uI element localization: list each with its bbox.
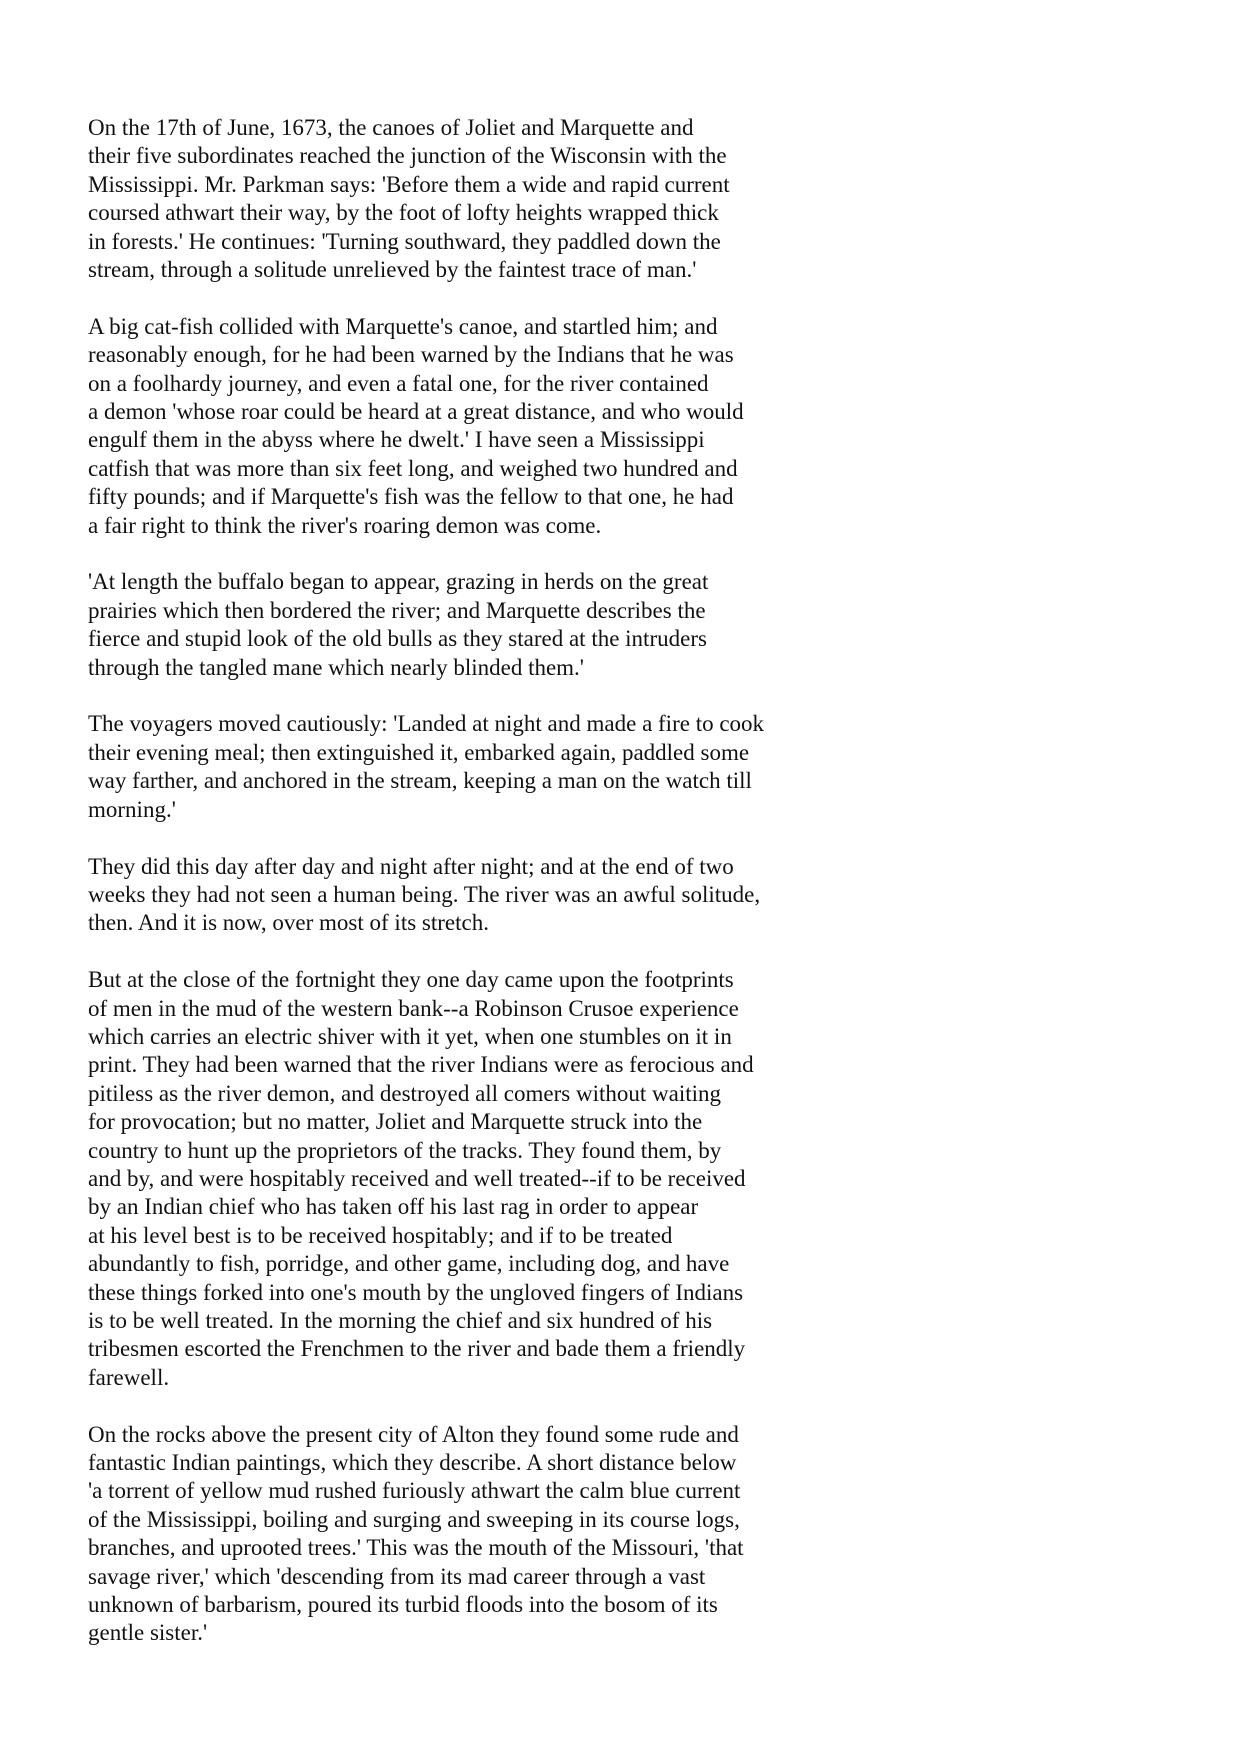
- text-line: tribesmen escorted the Frenchmen to the river and bade them a friendly: [88, 1336, 746, 1362]
- text-line: way farther, and anchored in the stream, keeping a man on the watch till: [88, 768, 752, 794]
- text-line: and by, and were hospitably received and well treated--if to be received: [88, 1165, 746, 1191]
- text-line: branches, and uprooted trees.' This was the mouth of the Missouri, 'that: [88, 1535, 744, 1561]
- text-line: 'At length the buffalo began to appear, grazing in herds on the great: [88, 569, 709, 595]
- text-line: On the rocks above the present city of Alton they found some rude and: [88, 1421, 739, 1447]
- text-line: On the 17th of June, 1673, the canoes of Joliet and Marquette and: [88, 115, 694, 140]
- text-line: They did this day after day and night after night; and at the end of two: [88, 853, 734, 879]
- paragraph-4: [88, 710, 1088, 824]
- text-line: of the Mississippi, boiling and surging and sweeping in its course logs,: [88, 1506, 740, 1532]
- text-line: engulf them in the abyss where he dwelt.' I have seen a Mississippi: [88, 427, 705, 453]
- text-line: through the tangled mane which nearly blinded them.': [88, 654, 584, 680]
- text-line: of men in the mud of the western bank--a Robinson Crusoe experience: [88, 995, 739, 1021]
- text-line: farewell.: [88, 1364, 170, 1390]
- text-line: country to hunt up the proprietors of the tracks. They found them, by: [88, 1137, 722, 1163]
- text-line: in forests.' He continues: 'Turning southward, they paddled down the: [88, 228, 721, 254]
- text-line: fantastic Indian paintings, which they describe. A short distance below: [88, 1450, 737, 1475]
- text-line: 'a torrent of yellow mud rushed furiously athwart the calm blue current: [88, 1478, 741, 1504]
- text-line: Mississippi. Mr. Parkman says: 'Before them a wide and rapid current: [88, 171, 730, 197]
- text-line: is to be well treated. In the morning the chief and six hundred of his: [88, 1307, 713, 1333]
- paragraph-3: [88, 568, 1088, 682]
- text-line: then. And it is now, over most of its stretch.: [88, 910, 489, 936]
- text-line: gentle sister.': [88, 1620, 208, 1646]
- paragraph-7: [88, 1421, 1088, 1648]
- text-line: by an Indian chief who has taken off his last rag in order to appear: [88, 1194, 699, 1220]
- text-line: A big cat-fish collided with Marquette's canoe, and startled him; and: [88, 313, 718, 339]
- text-line: fierce and stupid look of the old bulls as they stared at the intruders: [88, 626, 707, 652]
- text-line: abundantly to fish, porridge, and other game, including dog, and have: [88, 1251, 730, 1277]
- text-line: their five subordinates reached the junction of the Wisconsin with the: [88, 143, 727, 169]
- text-line: stream, through a solitude unrelieved by the faintest trace of man.': [88, 257, 697, 283]
- text-line: catfish that was more than six feet long, and weighed two hundred and: [88, 455, 738, 481]
- text-line: pitiless as the river demon, and destroyed all comers without waiting: [88, 1080, 721, 1106]
- text-line: fifty pounds; and if Marquette's fish was the fellow to that one, he had: [88, 484, 734, 510]
- text-line: on a foolhardy journey, and even a fatal one, for the river contained: [88, 370, 709, 396]
- paragraph-6: [88, 966, 1088, 1392]
- document-page: [88, 114, 1088, 1676]
- text-line: morning.': [88, 796, 176, 822]
- text-line: But at the close of the fortnight they one day came upon the footprints: [88, 967, 734, 993]
- text-line: print. They had been warned that the river Indians were as ferocious and: [88, 1052, 754, 1078]
- text-line: savage river,' which 'descending from its mad career through a vast: [88, 1563, 706, 1589]
- text-line: for provocation; but no matter, Joliet and Marquette struck into the: [88, 1109, 703, 1135]
- text-line: weeks they had not seen a human being. The river was an awful solitude,: [88, 881, 761, 907]
- text-line: their evening meal; then extinguished it, embarked again, paddled some: [88, 739, 750, 765]
- text-line: at his level best is to be received hospitably; and if to be treated: [88, 1222, 673, 1248]
- paragraph-2: [88, 313, 1088, 540]
- text-line: coursed athwart their way, by the foot of lofty heights wrapped thick: [88, 200, 719, 226]
- paragraph-5: [88, 853, 1088, 938]
- text-line: unknown of barbarism, poured its turbid floods into the bosom of its: [88, 1592, 718, 1618]
- text-line: a demon 'whose roar could be heard at a great distance, and who would: [88, 399, 744, 425]
- text-line: prairies which then bordered the river; and Marquette describes the: [88, 597, 706, 623]
- text-line: reasonably enough, for he had been warned by the Indians that he was: [88, 342, 734, 368]
- text-line: these things forked into one's mouth by the ungloved fingers of Indians: [88, 1279, 744, 1305]
- text-line: The voyagers moved cautiously: 'Landed at night and made a fire to cook: [88, 711, 765, 737]
- paragraph-1: [88, 114, 1088, 284]
- text-line: a fair right to think the river's roaring demon was come.: [88, 512, 602, 538]
- text-line: which carries an electric shiver with it yet, when one stumbles on it in: [88, 1023, 732, 1049]
